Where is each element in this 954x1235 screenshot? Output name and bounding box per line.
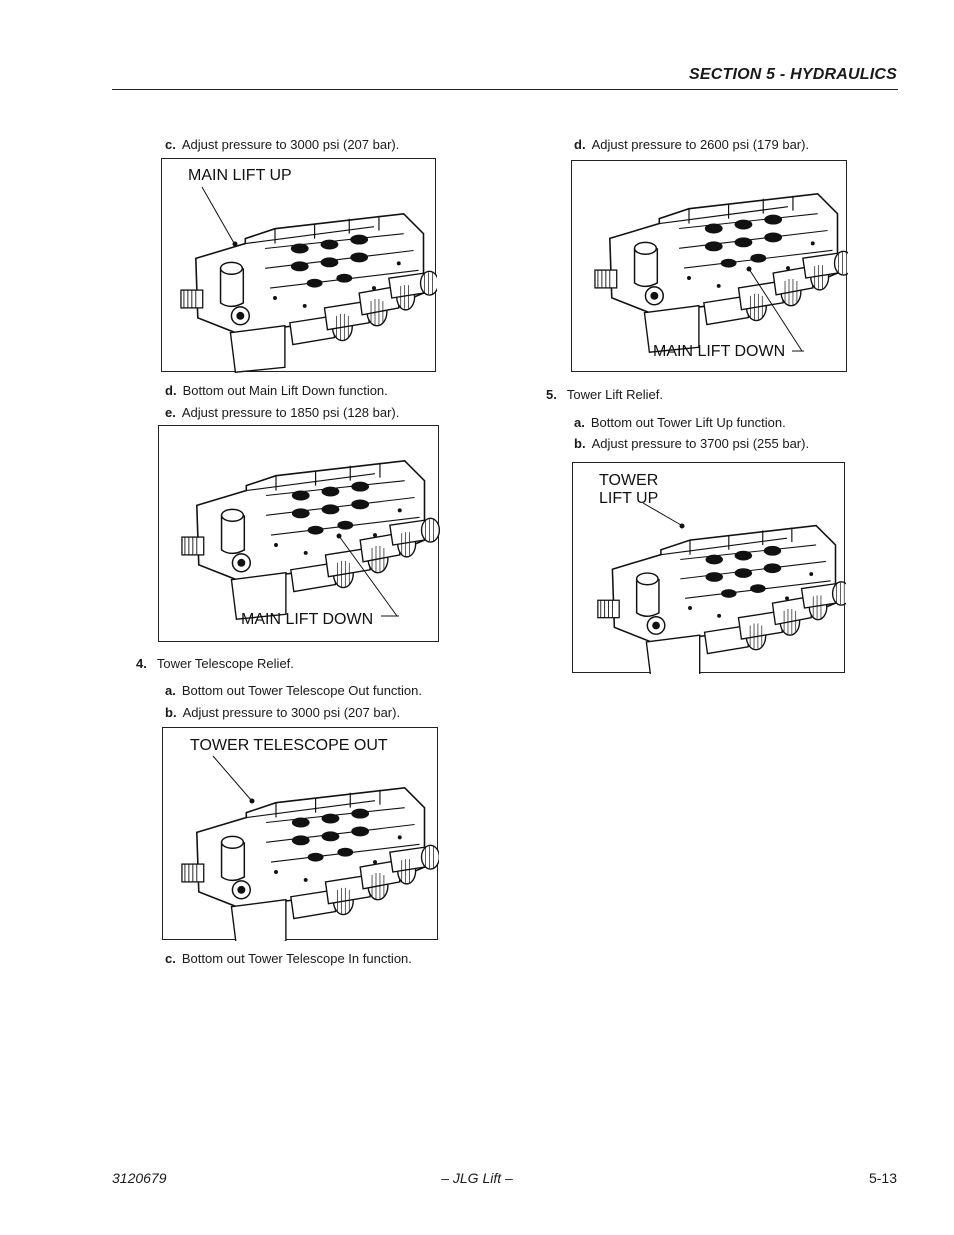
step-letter: c. (165, 137, 176, 152)
page-number: 5-13 (868, 1170, 897, 1186)
figure-label-line1: TOWER (599, 472, 659, 489)
figure-tower-lift-up (572, 462, 845, 673)
step-d-adjust-2600 (574, 137, 809, 153)
figure-main-lift-down-right (571, 160, 847, 372)
figure-tower-telescope-out (162, 727, 438, 940)
step-letter: b. (165, 705, 177, 720)
section-title: SECTION 5 - HYDRAULICS (689, 66, 897, 83)
valve-illustration (163, 728, 439, 941)
step-text: Bottom out Tower Lift Up function. (590, 415, 786, 430)
figure-main-lift-up (161, 158, 436, 372)
step-text: Bottom out Tower Telescope Out function. (181, 683, 423, 698)
step-number: 5. (546, 387, 557, 402)
step-letter: a. (165, 683, 176, 698)
figure-label: TOWER TELESCOPE OUT (190, 737, 388, 754)
step-b-adjust-3700 (574, 436, 809, 452)
step-letter: a. (574, 415, 585, 430)
step-c-bottom-out-telescope-in (165, 951, 412, 967)
step-4-tower-telescope-relief (136, 656, 294, 672)
step-text: Adjust pressure to 3000 psi (207 bar). (181, 137, 400, 152)
figure-label: MAIN LIFT DOWN (653, 343, 786, 360)
step-a-bottom-out-tower-lift-up (574, 415, 786, 431)
valve-illustration (162, 159, 437, 373)
step-c-adjust-3000 (165, 137, 399, 153)
step-d-bottom-out-main-lift-down (165, 383, 388, 399)
step-text: Bottom out Main Lift Down function. (182, 383, 388, 398)
doc-number: 3120679 (112, 1170, 167, 1186)
step-a-bottom-out-telescope-out (165, 683, 422, 699)
figure-main-lift-down-left (158, 425, 439, 642)
figure-label: MAIN LIFT UP (188, 167, 292, 184)
step-letter: b. (574, 436, 586, 451)
step-letter: c. (165, 951, 176, 966)
step-letter: e. (165, 405, 176, 420)
step-text: Adjust pressure to 3700 psi (255 bar). (591, 436, 810, 451)
step-text: Tower Telescope Relief. (156, 656, 294, 671)
step-letter: d. (165, 383, 177, 398)
header-rule (112, 89, 898, 90)
step-5-tower-lift-relief (546, 387, 663, 403)
step-letter: d. (574, 137, 586, 152)
step-text: Bottom out Tower Telescope In function. (181, 951, 412, 966)
step-b-adjust-3000 (165, 705, 400, 721)
step-number: 4. (136, 656, 147, 671)
figure-label-line2: LIFT UP (599, 490, 659, 507)
step-text: Adjust pressure to 3000 psi (207 bar). (182, 705, 401, 720)
figure-label: MAIN LIFT DOWN (241, 611, 374, 628)
footer-brand: – JLG Lift – (441, 1170, 513, 1186)
step-text: Adjust pressure to 1850 psi (128 bar). (181, 405, 400, 420)
step-e-adjust-1850 (165, 405, 399, 421)
step-text: Adjust pressure to 2600 psi (179 bar). (591, 137, 810, 152)
step-text: Tower Lift Relief. (566, 387, 663, 402)
